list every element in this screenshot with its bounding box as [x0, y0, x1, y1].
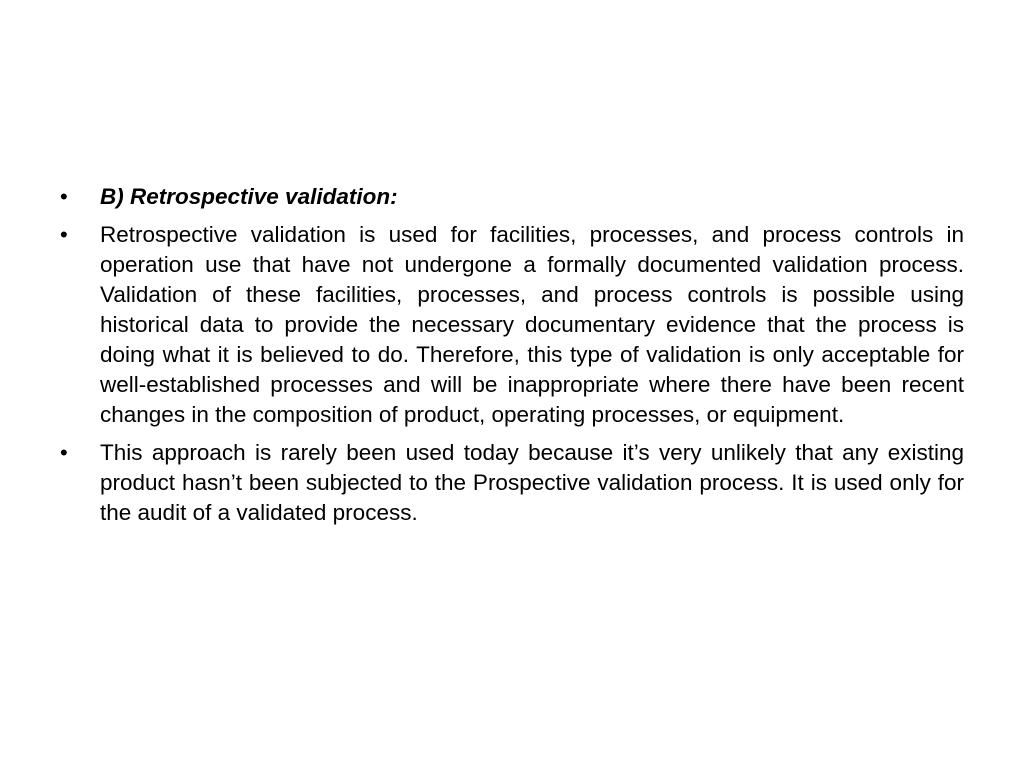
section-heading: B) Retrospective validation:: [100, 184, 398, 209]
bullet-dot-icon: •: [60, 184, 68, 209]
bullet-heading: [60, 182, 964, 212]
bullet-dot-icon: •: [60, 222, 68, 247]
paragraph-text: This approach is rarely been used today because it’s very unlikely that any existing product hasn’t been subjected to the Prospective validation process. It is used only for the audit of a validated process.: [100, 440, 964, 525]
bullet-paragraph-1: [60, 220, 964, 430]
bullet-paragraph-2: [60, 438, 964, 528]
bullet-dot-icon: •: [60, 440, 68, 465]
bullet-list: [60, 182, 964, 528]
slide-content: [60, 182, 964, 536]
paragraph-text: Retrospective validation is used for facilities, processes, and process controls in operation use that have not undergone a formally documented validation process. Validation of these facilities, processes, and process controls is possible using historical data to provide the necessary documentary evidence that the process is doing what it is believed to do. Therefore, this type of validation is only acceptable for well-established processes and will be inappropriate where there have been recent changes in the composition of product, operating processes, or equipment.: [100, 222, 964, 427]
